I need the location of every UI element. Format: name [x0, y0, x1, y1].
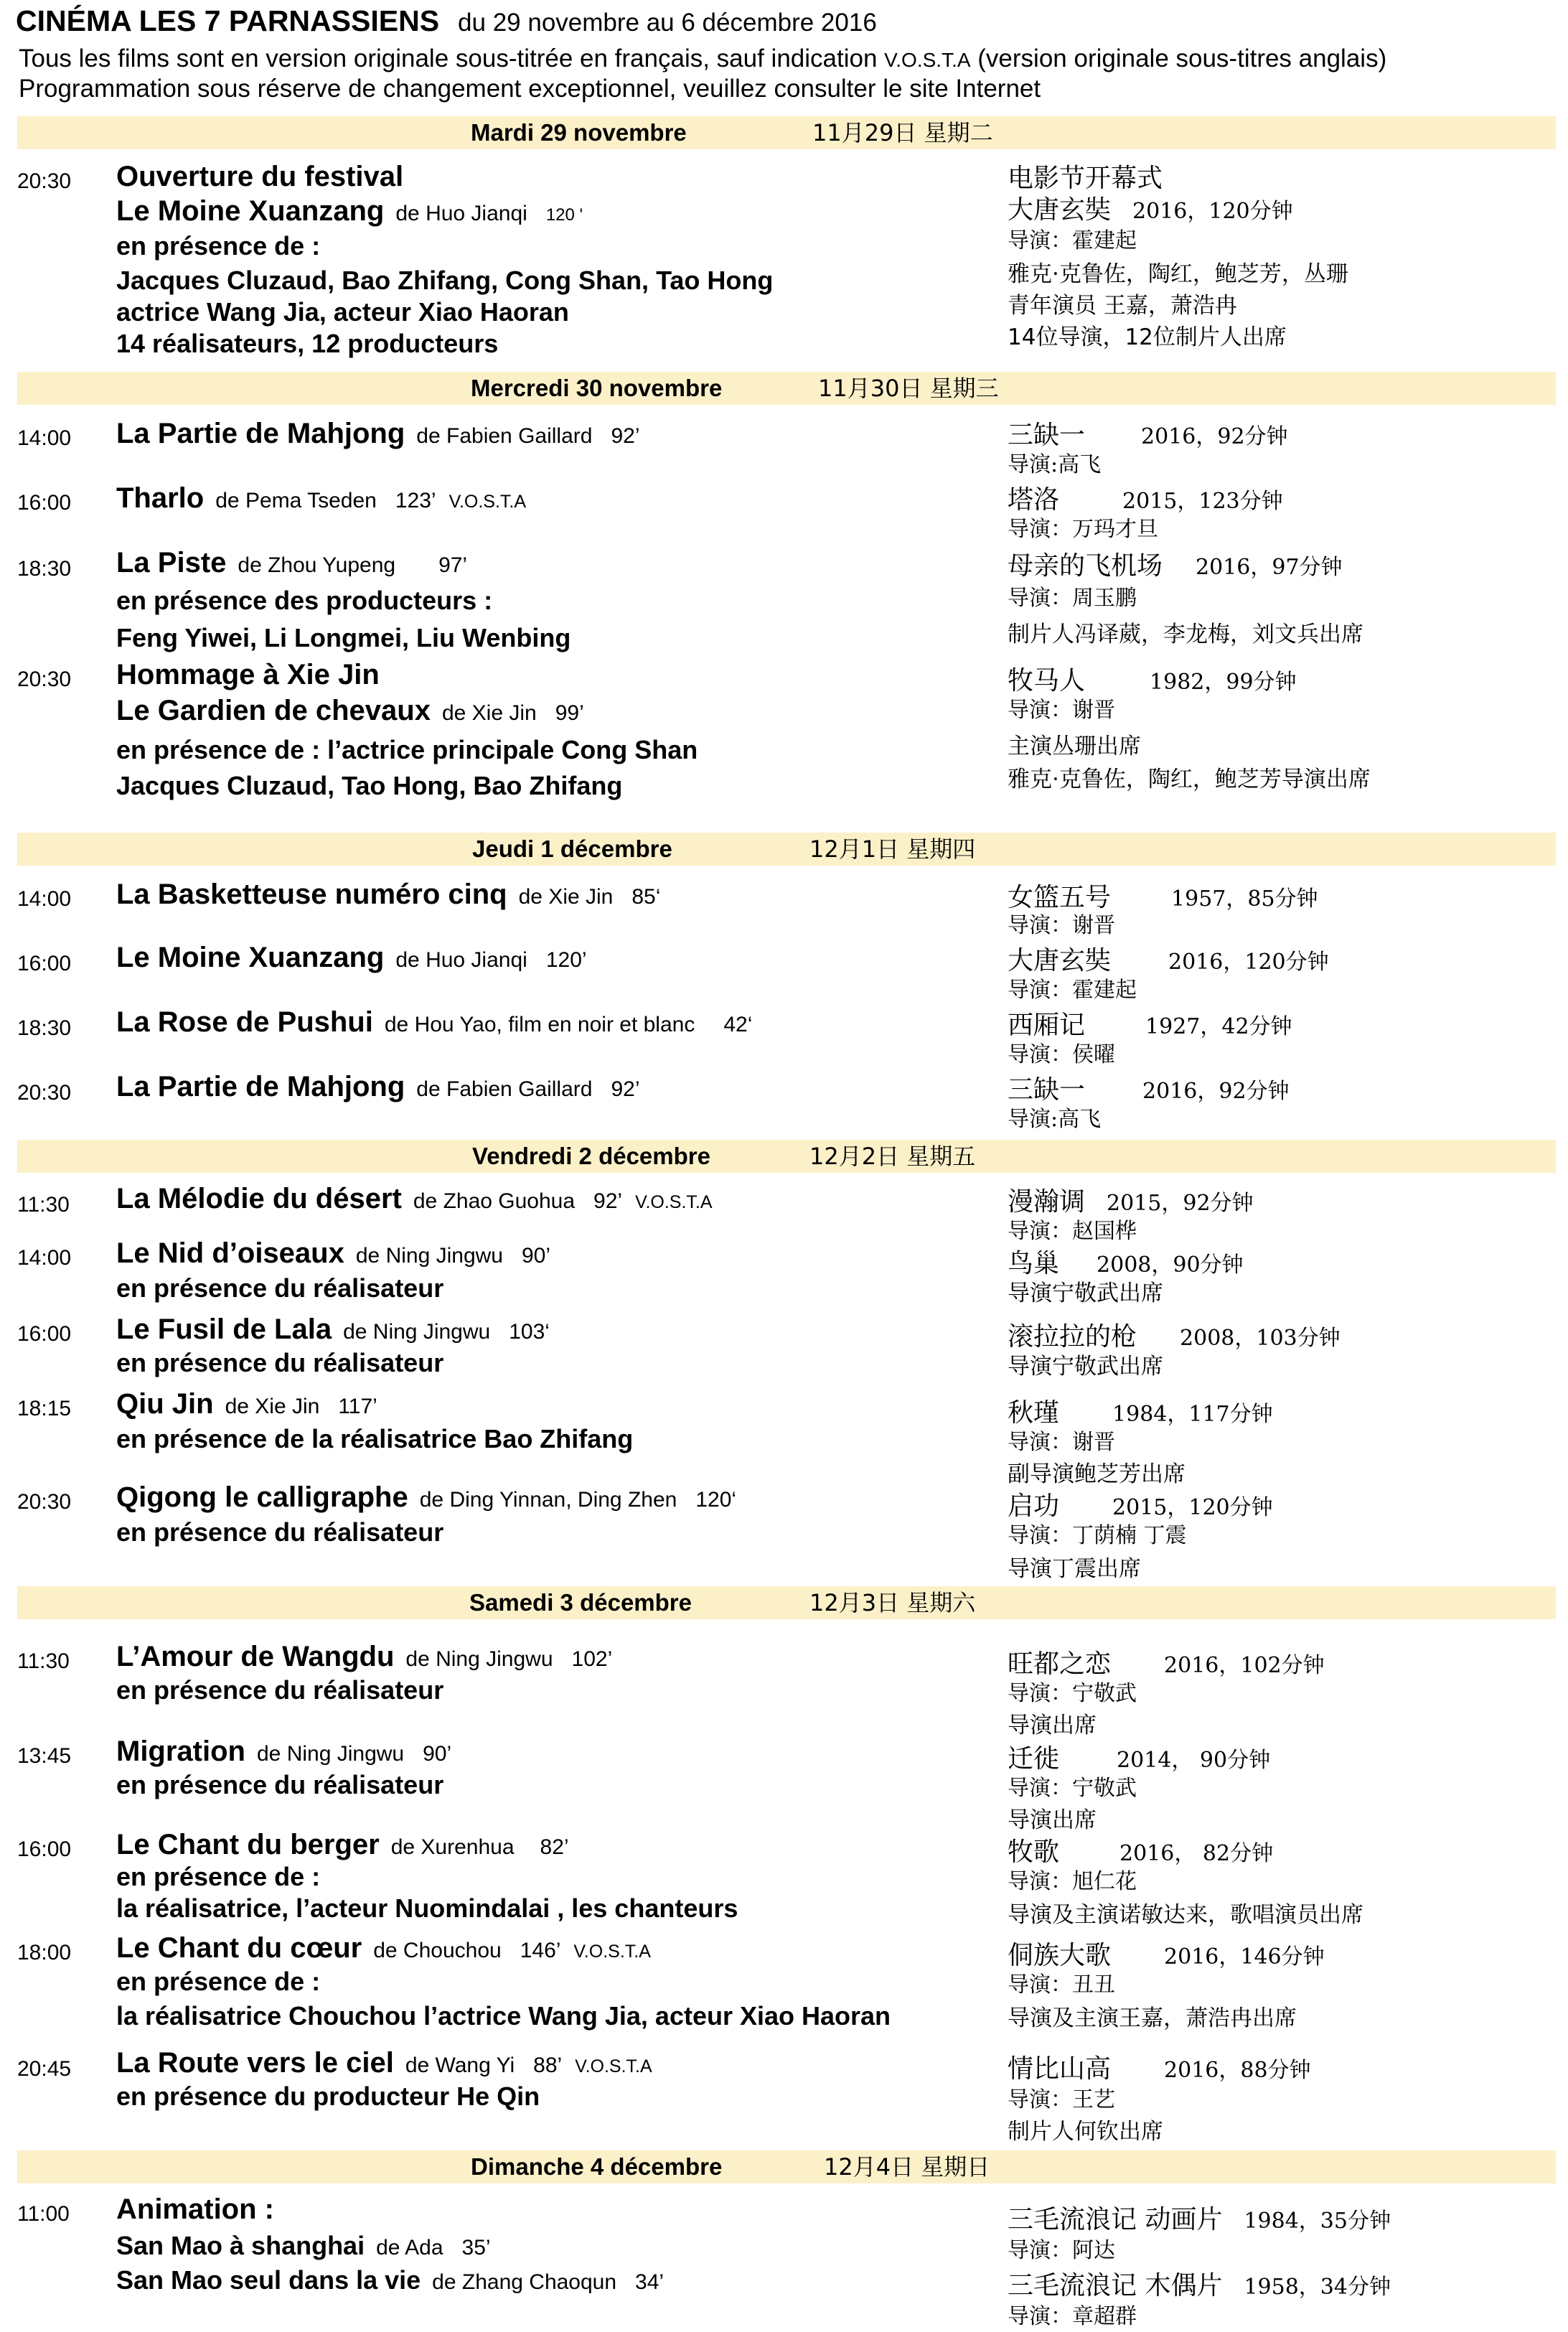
- film-title-line: [116, 547, 467, 579]
- film-duration: 90’: [521, 1244, 551, 1268]
- film-director: de Huo Jianqi: [395, 202, 527, 225]
- zh-note-1: 制片人何钦出席: [1008, 2119, 1163, 2145]
- zh-year-duration: 2014， 90分钟: [1117, 1748, 1271, 1773]
- film-director: de Ning Jingwu: [405, 1647, 553, 1671]
- zh-note-1: 制片人冯译葳，李龙梅，刘文兵出席: [1008, 622, 1363, 647]
- film-director: de Ning Jingwu: [355, 1244, 503, 1268]
- day-label-fr: Samedi 3 décembre: [469, 1589, 692, 1616]
- screening-time: 16:00: [17, 1322, 72, 1346]
- zh-film-title: 旺都之恋: [1008, 1649, 1112, 1679]
- zh-director: 导演：谢晋: [1008, 913, 1115, 938]
- screening-time: 14:00: [17, 1246, 72, 1270]
- film-duration: 42‘: [723, 1013, 753, 1036]
- zh-year-duration: 2008，103分钟: [1180, 1326, 1341, 1351]
- zh-director: 导演：旭仁花: [1008, 1869, 1137, 1894]
- day-bar-dimanche: [17, 2150, 1556, 2183]
- header-line-3: Programmation sous réserve de changement exceptionnel, veuillez consulter le site Internet: [19, 75, 1041, 103]
- day-label-fr: Mercredi 30 novembre: [471, 375, 723, 401]
- zh-year-duration: 2015，120分钟: [1112, 1495, 1273, 1520]
- film-director: de Ning Jingwu: [343, 1320, 491, 1344]
- event-title: Animation :: [116, 2193, 274, 2225]
- film-title-line: [116, 482, 526, 515]
- zh-year-duration: 2015，92分钟: [1107, 1191, 1254, 1216]
- film-title: La Basketteuse numéro cinq: [116, 879, 507, 910]
- event-title: Hommage à Xie Jin: [116, 659, 380, 690]
- guest-line-1: en présence du réalisateur: [116, 1675, 444, 1705]
- zh-director: 导演：阿达: [1008, 2238, 1115, 2263]
- zh-year-duration: 2016，92分钟: [1142, 1079, 1290, 1104]
- film-title-line: [116, 195, 583, 228]
- film-duration: 85‘: [632, 885, 661, 909]
- guest-line-2: la réalisatrice Chouchou l’actrice Wang Jia, acteur Xiao Haoran: [116, 2001, 891, 2031]
- zh-year-duration: 2016， 82分钟: [1119, 1841, 1274, 1866]
- zh-title-line-2: [1008, 2265, 1391, 2302]
- zh-note-1: 主演丛珊出席: [1008, 734, 1141, 759]
- zh-director: 导演:高飞: [1008, 452, 1102, 477]
- zh-film-title: 鸟巢: [1008, 1249, 1060, 1278]
- film-title: San Mao seul dans la vie: [116, 2265, 421, 2295]
- film-director: de Huo Jianqi: [395, 948, 527, 972]
- vosta-tag: V.O.S.T.A: [575, 2056, 652, 2076]
- zh-director: 导演：霍建起: [1008, 978, 1137, 1003]
- guest-line-2: Jacques Cluzaud, Bao Zhifang, Cong Shan, Tao Hong: [116, 266, 774, 295]
- film-duration: 92’: [611, 1077, 640, 1101]
- film-duration: 123’: [395, 489, 436, 512]
- film-title: Le Chant du cœur: [116, 1932, 362, 1964]
- zh-year-duration: 1984，35分钟: [1244, 2209, 1391, 2234]
- film-title: San Mao à shanghai: [116, 2231, 365, 2260]
- film-title-line: [116, 1481, 736, 1514]
- film-duration: 103‘: [509, 1320, 550, 1344]
- day-bar-vendredi: [17, 1140, 1556, 1173]
- zh-film-title: 母亲的飞机场: [1008, 551, 1163, 581]
- film-title-line: [116, 1932, 651, 1965]
- film-title-line: [116, 1641, 612, 1673]
- film-line-1: [116, 2231, 491, 2261]
- film-title: Tharlo: [116, 482, 205, 514]
- zh-director: 导演：霍建起: [1008, 228, 1137, 253]
- guest-line-2: la réalisatrice, l’acteur Nuomindalai , les chanteurs: [116, 1893, 738, 1923]
- zh-year-duration: 1927，42分钟: [1145, 1014, 1292, 1039]
- screening-time: 20:45: [17, 2057, 72, 2081]
- zh-title-line: [1008, 545, 1343, 582]
- film-title: Le Gardien de chevaux: [116, 695, 431, 726]
- film-title: La Route vers le ciel: [116, 2047, 394, 2079]
- zh-note-1: 导演宁敬武出席: [1008, 1354, 1163, 1380]
- guest-line-1: en présence de :: [116, 1862, 321, 1891]
- guest-line-1: en présence du réalisateur: [116, 1273, 444, 1303]
- film-duration: 92’: [611, 424, 640, 448]
- guest-line-1: en présence de :: [116, 231, 321, 261]
- film-title-line: [116, 1313, 550, 1346]
- zh-film-title: 三毛流浪记 动画片: [1008, 2205, 1223, 2234]
- zh-note-1: 导演及主演诺敏达来，歌唱演员出席: [1008, 1902, 1363, 1928]
- film-duration: 35’: [461, 2236, 491, 2260]
- screening-time: 13:45: [17, 1744, 72, 1768]
- zh-note-1: 导演丁震出席: [1008, 1556, 1141, 1582]
- zh-director: 导演：万玛才旦: [1008, 517, 1158, 542]
- zh-note-1: 副导演鲍芝芳出席: [1008, 1461, 1186, 1487]
- film-title-line: [116, 1388, 377, 1420]
- day-bar-jeudi: [17, 833, 1556, 866]
- film-director: de Xie Jin: [225, 1395, 320, 1418]
- vosta-tag: V.O.S.T.A: [449, 492, 527, 512]
- day-label-zh: 12月4日 星期日: [824, 2153, 990, 2181]
- day-label-fr: Vendredi 2 décembre: [472, 1143, 710, 1169]
- zh-director: 导演：丁荫楠 丁震: [1008, 1523, 1187, 1548]
- zh-director: 导演：宁敬武: [1008, 1681, 1137, 1706]
- film-duration: 34’: [635, 2270, 665, 2294]
- film-title-line: [116, 879, 660, 911]
- film-duration: 90’: [423, 1742, 452, 1766]
- film-title: Qiu Jin: [116, 1388, 214, 1420]
- film-director: de Fabien Gaillard: [416, 1077, 593, 1101]
- screening-time: 20:30: [17, 668, 72, 691]
- screening-time: 18:15: [17, 1397, 72, 1420]
- vosta-label: V.O.S.T.A: [884, 49, 971, 71]
- zh-year-duration: 2016，146分钟: [1164, 1944, 1325, 1970]
- zh-title-line: [1008, 2048, 1311, 2085]
- zh-note-1: 导演出席: [1008, 1807, 1097, 1833]
- guest-line-1: en présence du réalisateur: [116, 1517, 444, 1547]
- guest-line-1: en présence de : l’actrice principale Cong Shan: [116, 735, 698, 764]
- screening-time: 20:30: [17, 1490, 72, 1514]
- film-title: Le Nid d’oiseaux: [116, 1237, 344, 1269]
- film-title-line: [116, 1237, 550, 1270]
- guest-line-2: Feng Yiwei, Li Longmei, Liu Wenbing: [116, 623, 571, 652]
- guest-line-1: en présence du réalisateur: [116, 1348, 444, 1377]
- zh-year-duration: 2016，97分钟: [1196, 555, 1343, 580]
- zh-director: 导演:高飞: [1008, 1107, 1102, 1132]
- film-title: La Partie de Mahjong: [116, 1071, 405, 1102]
- date-range: du 29 novembre au 6 décembre 2016: [458, 9, 877, 37]
- film-director: de Zhao Guohua: [413, 1189, 576, 1213]
- film-title-line: [116, 1829, 569, 1861]
- screening-time: 11:00: [17, 2202, 70, 2226]
- day-bar-mardi: [17, 116, 1556, 149]
- zh-note-1: 导演出席: [1008, 1713, 1097, 1738]
- zh-director: 导演：谢晋: [1008, 1430, 1115, 1455]
- zh-year-duration: 2016，120分钟: [1132, 199, 1293, 224]
- day-bar-mercredi: [17, 372, 1556, 405]
- screening-time: 20:30: [17, 1081, 72, 1105]
- film-title: Le Chant du berger: [116, 1829, 380, 1860]
- zh-note-1: 导演及主演王嘉，萧浩冉出席: [1008, 2005, 1297, 2031]
- zh-year-duration: 2016，92分钟: [1141, 424, 1288, 449]
- zh-director: 导演：章超群: [1008, 2304, 1137, 2329]
- film-title-line: [116, 1071, 640, 1103]
- film-duration: 146’: [520, 1939, 561, 1962]
- zh-film-title: 滚拉拉的枪: [1008, 1322, 1137, 1352]
- film-director: de Zhang Chaoqun: [432, 2270, 617, 2294]
- day-label-zh: 11月29日 星期二: [812, 119, 993, 146]
- zh-director: 导演：侯曜: [1008, 1042, 1115, 1067]
- day-label-zh: 11月30日 星期三: [818, 375, 999, 402]
- zh-film-title: 大唐玄奘: [1008, 946, 1112, 975]
- film-duration: 82’: [540, 1835, 569, 1859]
- zh-year-duration: 1984，117分钟: [1112, 1402, 1273, 1427]
- film-director: de Fabien Gaillard: [416, 424, 593, 448]
- film-title: Le Moine Xuanzang: [116, 942, 385, 973]
- guest-line-4: 14 réalisateurs, 12 producteurs: [116, 329, 499, 358]
- vosta-tag: V.O.S.T.A: [635, 1192, 713, 1212]
- vosta-explanation: (version originale sous-titres anglais): [977, 45, 1387, 72]
- film-title-line: [116, 1006, 752, 1039]
- zh-director: 导演：宁敬武: [1008, 1776, 1137, 1801]
- day-label-zh: 12月3日 星期六: [809, 1589, 976, 1616]
- screening-time: 20:30: [17, 169, 72, 193]
- zh-film-title: 三毛流浪记 木偶片: [1008, 2271, 1223, 2300]
- film-duration: 97’: [438, 553, 468, 577]
- guest-line-1: en présence des producteurs :: [116, 586, 493, 615]
- screening-time: 14:00: [17, 426, 72, 450]
- zh-title-line: [1008, 189, 1293, 226]
- zh-year-duration: 2016，120分钟: [1168, 950, 1329, 975]
- zh-note-1: 导演宁敬武出席: [1008, 1280, 1163, 1306]
- screening-time: 11:30: [17, 1193, 70, 1217]
- zh-director: 导演：丑丑: [1008, 1972, 1115, 1998]
- zh-year-duration: 2016，102分钟: [1164, 1653, 1325, 1678]
- film-director: de Xie Jin: [518, 885, 614, 909]
- film-title: Migration: [116, 1736, 245, 1767]
- day-label-zh: 12月1日 星期四: [809, 835, 976, 863]
- day-label-fr: Dimanche 4 décembre: [471, 2153, 723, 2180]
- film-line-2: [116, 2265, 664, 2295]
- zh-event-title: 电影节开幕式: [1008, 164, 1163, 193]
- guest-line-1: en présence du réalisateur: [116, 1770, 444, 1799]
- zh-film-title: 侗族大歌: [1008, 1941, 1112, 1970]
- film-title: La Rose de Pushui: [116, 1006, 373, 1038]
- screening-time: 18:30: [17, 1016, 72, 1040]
- day-label-fr: Mardi 29 novembre: [471, 119, 687, 146]
- zh-director: 导演：周玉鹏: [1008, 586, 1137, 611]
- zh-film-title: 迁徙: [1008, 1744, 1060, 1774]
- film-director: de Pema Tseden: [215, 489, 377, 512]
- zh-film-title: 牧歌: [1008, 1837, 1060, 1867]
- film-title-line: [116, 2047, 652, 2079]
- film-duration: 120’: [545, 948, 587, 972]
- zh-film-title: 牧马人: [1008, 666, 1086, 696]
- film-title-line: [116, 942, 587, 974]
- film-director: de Ding Yinnan, Ding Zhen: [419, 1488, 677, 1512]
- film-title: Le Fusil de Lala: [116, 1313, 332, 1345]
- screening-time: 18:00: [17, 1941, 72, 1965]
- screening-time: 16:00: [17, 491, 72, 515]
- vosta-tag: V.O.S.T.A: [573, 1942, 651, 1962]
- header-line-1: [16, 4, 877, 38]
- zh-director: 导演：谢晋: [1008, 698, 1115, 723]
- screening-time: 16:00: [17, 1837, 72, 1861]
- day-label-zh: 12月2日 星期五: [809, 1143, 976, 1170]
- zh-director: 导演：王艺: [1008, 2087, 1115, 2112]
- zh-film-title: 启功: [1008, 1492, 1060, 1521]
- film-title: La Partie de Mahjong: [116, 418, 405, 449]
- film-director: de Ada: [376, 2236, 443, 2260]
- guest-line-1: en présence de la réalisatrice Bao Zhifang: [116, 1424, 634, 1453]
- guest-line-2: Jacques Cluzaud, Tao Hong, Bao Zhifang: [116, 771, 623, 800]
- zh-film-title: 塔洛: [1008, 485, 1060, 515]
- film-duration: 120‘: [695, 1488, 737, 1512]
- film-title: La Mélodie du désert: [116, 1183, 402, 1214]
- zh-year-duration: 1958，34分钟: [1244, 2275, 1391, 2300]
- event-title: Ouverture du festival: [116, 161, 404, 192]
- zh-year-duration: 2008，90分钟: [1097, 1252, 1244, 1278]
- day-bar-samedi: [17, 1586, 1556, 1619]
- guest-line-1: en présence de :: [116, 1967, 321, 1996]
- zh-film-title: 情比山高: [1008, 2054, 1112, 2084]
- zh-note-1: 雅克·克鲁佐，陶红，鲍芝芳，丛珊: [1008, 261, 1348, 287]
- film-title: Qigong le calligraphe: [116, 1481, 408, 1513]
- film-title-line: [116, 418, 640, 450]
- film-title: Le Moine Xuanzang: [116, 195, 385, 227]
- screening-time: 16:00: [17, 952, 72, 975]
- zh-year-duration: 1957，85分钟: [1171, 886, 1318, 912]
- subtitle-note: Tous les films sont en version originale sous-titrée en français, sauf indication: [19, 45, 878, 72]
- zh-director: 导演：赵国桦: [1008, 1219, 1137, 1244]
- film-director: de Xurenhua: [390, 1835, 515, 1859]
- screening-time: 11:30: [17, 1649, 70, 1673]
- film-title-line: [116, 1183, 713, 1215]
- film-director: de Chouchou: [373, 1939, 502, 1962]
- zh-year-duration: 2015，123分钟: [1122, 489, 1283, 514]
- film-director: de Wang Yi: [405, 2054, 515, 2077]
- zh-film-title: 西厢记: [1008, 1011, 1086, 1040]
- guest-line-1: en présence du producteur He Qin: [116, 2082, 540, 2111]
- film-duration: 117’: [338, 1395, 377, 1418]
- film-title-line: [116, 695, 584, 727]
- cinema-name: CINÉMA LES 7 PARNASSIENS: [16, 4, 440, 37]
- zh-note-2: 雅克·克鲁佐，陶红，鲍芝芳导演出席: [1008, 767, 1371, 792]
- header-line-2: [19, 45, 1386, 73]
- film-title: La Piste: [116, 547, 227, 579]
- zh-note-2: 青年演员 王嘉，萧浩冉: [1008, 293, 1237, 319]
- day-label-fr: Jeudi 1 décembre: [472, 835, 672, 862]
- film-director: de Hou Yao, film en noir et blanc: [384, 1013, 695, 1036]
- guest-line-3: actrice Wang Jia, acteur Xiao Haoran: [116, 297, 569, 327]
- zh-film-title: 女篮五号: [1008, 883, 1112, 912]
- film-duration: 88’: [533, 2054, 563, 2077]
- zh-film-title: 三缺一: [1008, 1075, 1086, 1105]
- film-director: de Ning Jingwu: [256, 1742, 405, 1766]
- film-title: L’Amour de Wangdu: [116, 1641, 395, 1672]
- zh-film-title: 秋瑾: [1008, 1398, 1060, 1428]
- film-duration: 92’: [593, 1189, 623, 1213]
- zh-note-3: 14位导演，12位制片人出席: [1008, 324, 1287, 350]
- zh-year-duration: 1982，99分钟: [1150, 670, 1297, 695]
- film-title-line: [116, 1736, 451, 1768]
- film-director: de Zhou Yupeng: [238, 553, 396, 577]
- screening-time: 18:30: [17, 557, 72, 581]
- screening-time: 14:00: [17, 887, 72, 911]
- film-director: de Xie Jin: [441, 701, 537, 725]
- zh-film-title: 大唐玄奘: [1008, 195, 1112, 225]
- film-duration: 120 ': [545, 205, 583, 225]
- zh-title-line-1: [1008, 2199, 1391, 2236]
- film-duration: 102’: [571, 1647, 613, 1671]
- zh-film-title: 三缺一: [1008, 421, 1086, 450]
- zh-year-duration: 2016，88分钟: [1164, 2058, 1311, 2083]
- film-duration: 99’: [555, 701, 584, 725]
- zh-film-title: 漫瀚调: [1008, 1187, 1086, 1217]
